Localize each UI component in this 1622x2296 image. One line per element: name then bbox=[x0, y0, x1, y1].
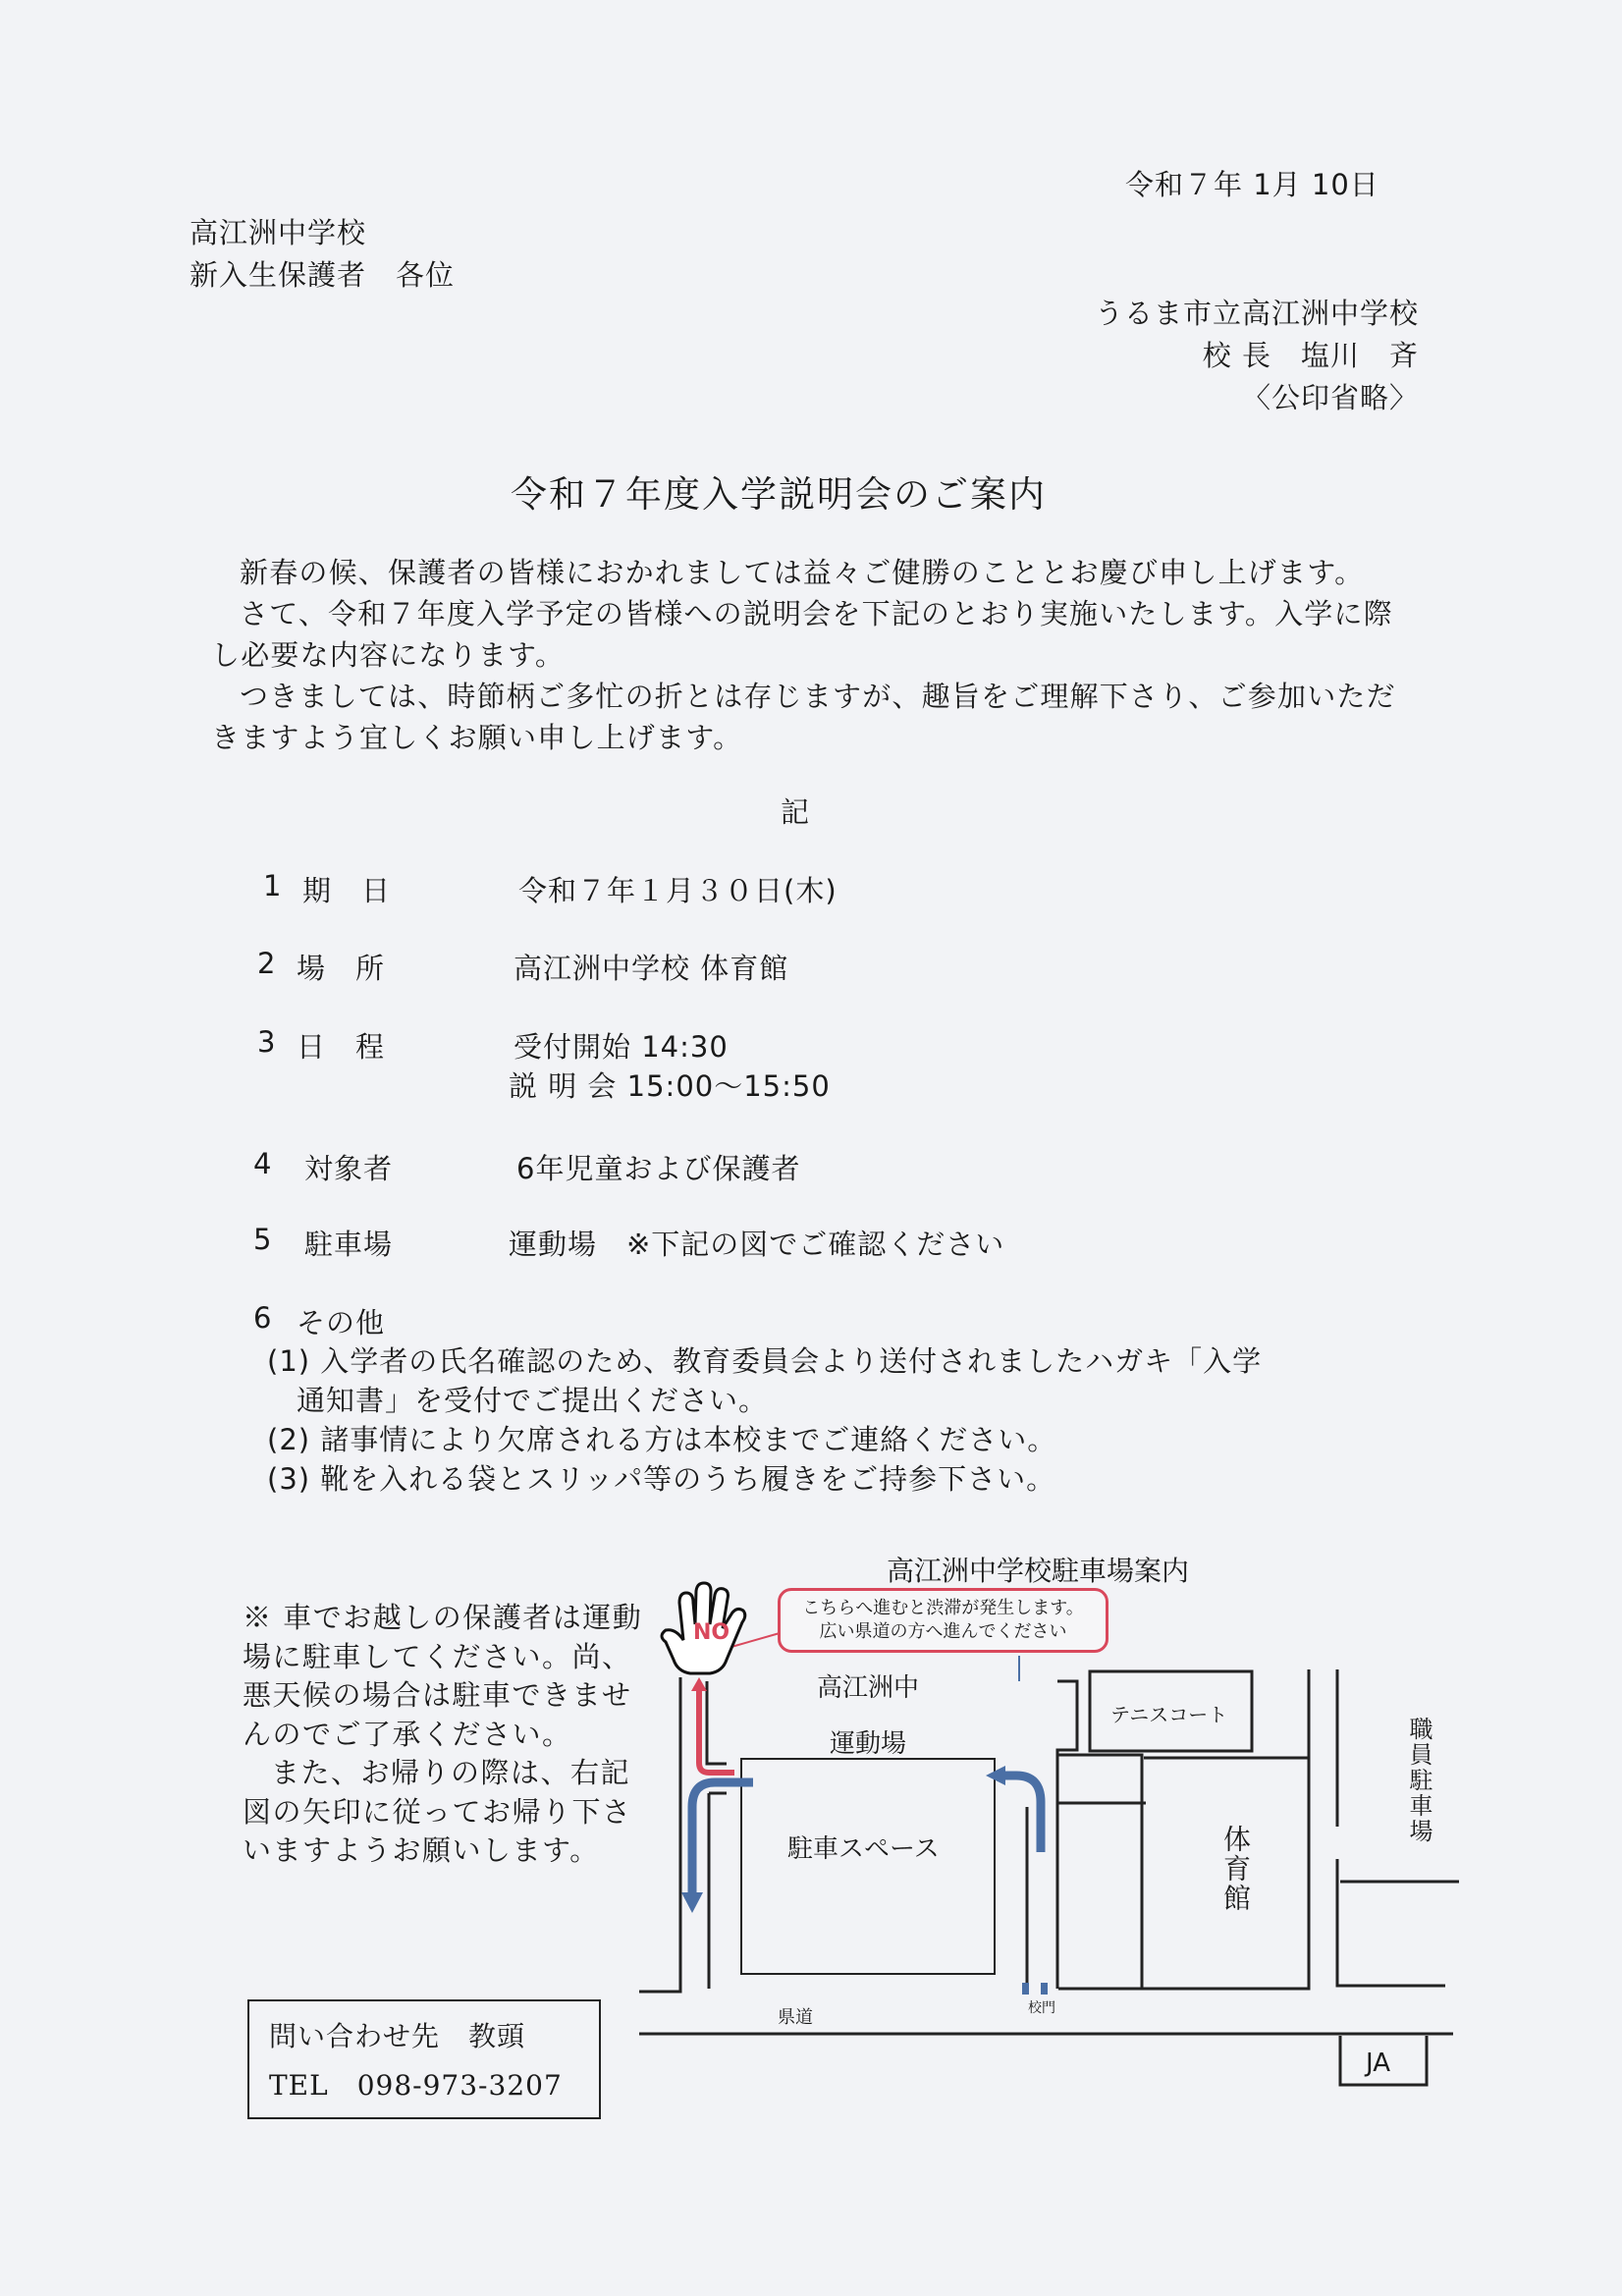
item-2-value: 高江洲中学校 体育館 bbox=[514, 952, 789, 985]
item-5-no: 5 bbox=[253, 1223, 273, 1256]
other-note-1: (1) 入学者の氏名確認のため、教育委員会より送付されましたハガキ「入学 bbox=[267, 1344, 1263, 1378]
other-note-1-cont: 通知書」を受付でご提出ください。 bbox=[297, 1384, 769, 1417]
item-1-value: 令和７年１月３０日(木) bbox=[518, 874, 838, 907]
item-4-value: 6年児童および保護者 bbox=[516, 1152, 801, 1185]
item-2-no: 2 bbox=[257, 947, 277, 980]
parking-space-label: 駐車スペース bbox=[787, 1834, 940, 1864]
recipient-parents: 新入生保護者 各位 bbox=[189, 258, 456, 292]
item-4-no: 4 bbox=[253, 1147, 273, 1180]
item-3-value: 受付開始 14:30 bbox=[514, 1030, 729, 1064]
school-gate-label: 校門 bbox=[1028, 2000, 1055, 2016]
other-note-3: (3) 靴を入れる袋とスリッパ等のうち履きをご持参下さい。 bbox=[267, 1462, 1056, 1496]
item-5-label: 駐車場 bbox=[304, 1228, 394, 1261]
ja-label: JA bbox=[1366, 2049, 1390, 2078]
recipient-school: 高江洲中学校 bbox=[189, 216, 367, 249]
prefectural-road-label: 県道 bbox=[778, 2007, 813, 2028]
other-note-2: (2) 諸事情により欠席される方は本校までご連絡ください。 bbox=[267, 1423, 1057, 1456]
item-1-label: 期 日 bbox=[302, 874, 392, 907]
warning-speech-bubble bbox=[778, 1588, 1108, 1653]
seal-omitted-note: 〈公印省略〉 bbox=[1241, 381, 1419, 414]
item-4-label: 対象者 bbox=[304, 1152, 394, 1185]
bubble-line-1: こちらへ進むと渋滞が発生します。 bbox=[802, 1598, 1084, 1618]
staff-parking-label: 職員駐車場 bbox=[1405, 1717, 1433, 1844]
item-1-no: 1 bbox=[263, 869, 283, 902]
document-title: 令和７年度入学説明会のご案内 bbox=[511, 473, 1047, 516]
tennis-court-label: テニスコート bbox=[1110, 1703, 1228, 1726]
contact-person: 問い合わせ先 教頭 bbox=[269, 2020, 526, 2052]
item-2-label: 場 所 bbox=[297, 952, 386, 985]
intro-paragraph-1: 新春の候、保護者の皆様におかれましては益々ご健勝のこととお慶び申し上げます。 bbox=[240, 556, 1365, 589]
item-3-no: 3 bbox=[257, 1025, 277, 1059]
gym-label: 体育館 bbox=[1219, 1825, 1252, 1913]
intro-paragraph-3: つきましては、時節柄ご多忙の折とは存じますが、趣旨をご理解下さり、ご参加いただきますよう宜しくお願い申し上げます。 bbox=[211, 680, 1396, 754]
school-label: 高江洲中 bbox=[817, 1673, 920, 1703]
map-title: 高江洲中学校駐車場案内 bbox=[887, 1555, 1190, 1587]
bubble-line-2: 広い県道の方へ進んでください bbox=[819, 1621, 1067, 1642]
gate-left-marker bbox=[1022, 1983, 1029, 1995]
item-6-label: その他 bbox=[297, 1306, 386, 1339]
parking-note-2: また、お帰りの際は、右記図の矢印に従ってお帰り下さいますようお願いします。 bbox=[243, 1756, 632, 1867]
item-3-label: 日 程 bbox=[297, 1030, 386, 1064]
sender-organization: うるま市立高江洲中学校 bbox=[1094, 297, 1419, 330]
intro-paragraph-2: さて、令和７年度入学予定の皆様への説明会を下記のとおり実施いたします。入学に際し必要な内容になります。 bbox=[211, 597, 1393, 672]
contact-phone: TEL 098-973-3207 bbox=[269, 2069, 563, 2102]
item-3-value2: 説 明 会 15:00～15:50 bbox=[509, 1069, 831, 1103]
parking-note-1: ※ 車でお越しの保護者は運動場に駐車してください。尚、悪天候の場合は駐車できませんのでご了承ください。 bbox=[243, 1601, 643, 1751]
ki-heading: 記 bbox=[781, 795, 811, 829]
document-date: 令和７年 1月 10日 bbox=[1125, 168, 1379, 201]
item-6-no: 6 bbox=[253, 1301, 273, 1335]
gate-right-marker bbox=[1041, 1983, 1048, 1995]
sports-ground-label: 運動場 bbox=[830, 1729, 907, 1759]
hand-no-label: NO bbox=[693, 1620, 730, 1645]
sender-principal: 校 長 塩川 斉 bbox=[1202, 339, 1419, 372]
item-5-value: 運動場 ※下記の図でご確認ください bbox=[509, 1228, 1005, 1261]
